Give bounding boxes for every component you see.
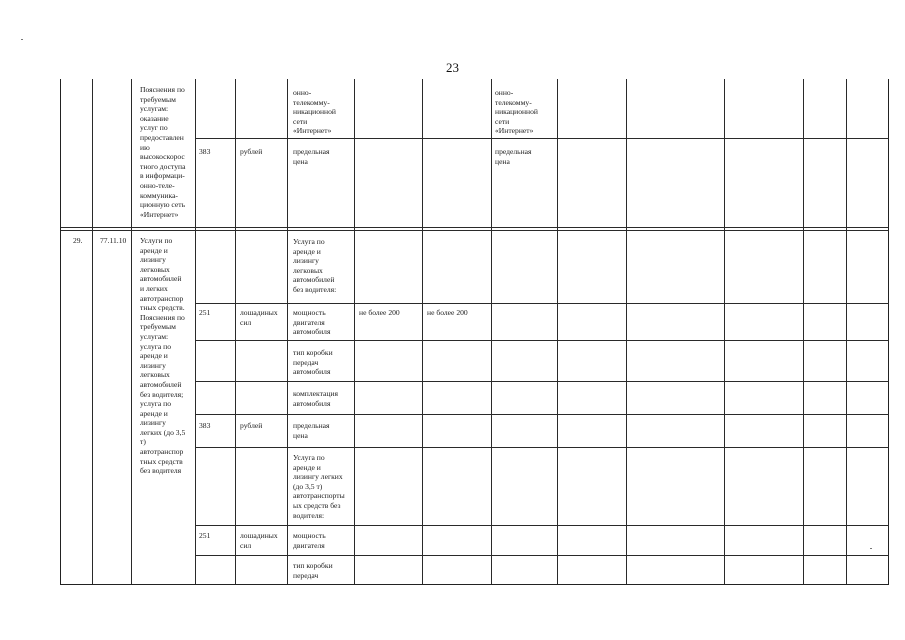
grid-line — [195, 555, 889, 556]
characteristic-name-cell: предельная цена — [293, 147, 330, 166]
grid-line — [131, 79, 132, 584]
grid-line — [195, 525, 889, 526]
okei-code-cell: 383 — [199, 147, 211, 156]
grid-line — [422, 79, 423, 584]
grid-line — [195, 303, 889, 304]
grid-line — [195, 414, 889, 415]
grid-line — [195, 447, 889, 448]
characteristic-name-cell: тип коробки передач автомобиля — [293, 348, 333, 377]
grid-line — [195, 138, 889, 139]
characteristic-name-cell: онно- телекомму- никационной сети «Интернет» — [293, 88, 336, 136]
characteristic-name-cell: тип коробки передач — [293, 561, 333, 580]
characteristic-name-cell: Услуга по аренде и лизингу легковых автомобилей без водителя: — [293, 237, 337, 294]
grid-line — [491, 79, 492, 584]
page-number: 23 — [446, 60, 459, 75]
regulation-table — [60, 79, 889, 585]
grid-line — [803, 79, 804, 584]
grid-line — [61, 230, 889, 231]
okei-code-cell: 383 — [199, 421, 211, 430]
scan-speck — [21, 39, 23, 40]
unit-name-cell: рублей — [240, 147, 263, 156]
unit-name-cell: лошадиных сил — [240, 308, 278, 327]
characteristic-name-cell: мощность двигателя — [293, 531, 326, 550]
characteristic-name-cell: Услуга по аренде и лизингу легких (до 3,5 т) автотранспорты ых средств без водителя: — [293, 453, 345, 520]
row-number: 29. — [73, 236, 83, 245]
unit-name-cell: рублей — [240, 421, 263, 430]
okei-code-cell: 251 — [199, 308, 211, 317]
characteristic-value-cell: не более 200 — [359, 308, 400, 317]
okei-code-cell: 251 — [199, 531, 211, 540]
service-description: Услуги по аренде и лизингу легковых автомобилей и легких автотранспор тных средств. Пояснения по требуемым услугам: услуга по аренде и лизингу легковых автомобилей без водителя; услуга по аренде и лизингу легких (до 3,5 т) автотранспор тных средств без водителя — [140, 236, 186, 476]
grid-line — [287, 79, 288, 584]
grid-line — [724, 79, 725, 584]
grid-line — [557, 79, 558, 584]
characteristic-value-cell: предельная цена — [495, 147, 532, 166]
grid-line — [626, 79, 627, 584]
characteristic-name-cell: онно- телекомму- никационной сети «Интернет» — [495, 88, 538, 136]
okpd2-code: 77.11.10 — [100, 236, 127, 245]
characteristic-name-cell: мощность двигателя автомобиля — [293, 308, 331, 337]
grid-line — [195, 381, 889, 382]
characteristic-name-cell: предельная цена — [293, 421, 330, 440]
characteristic-name-cell: комплектация автомобиля — [293, 389, 338, 408]
service-explanation-internet: Пояснения по требуемым услугам: оказание услуг по предоставлен ию высокоскорос тного доступа в информаци- онно-теле- коммуника- ционную сеть «Интернет» — [140, 85, 186, 219]
grid-line — [92, 79, 93, 584]
unit-name-cell: лошадиных сил — [240, 531, 278, 550]
scan-speck — [870, 548, 872, 549]
grid-line — [195, 340, 889, 341]
grid-line — [235, 79, 236, 584]
characteristic-value-cell: не более 200 — [427, 308, 468, 317]
grid-line — [846, 79, 847, 584]
grid-line — [61, 227, 889, 228]
